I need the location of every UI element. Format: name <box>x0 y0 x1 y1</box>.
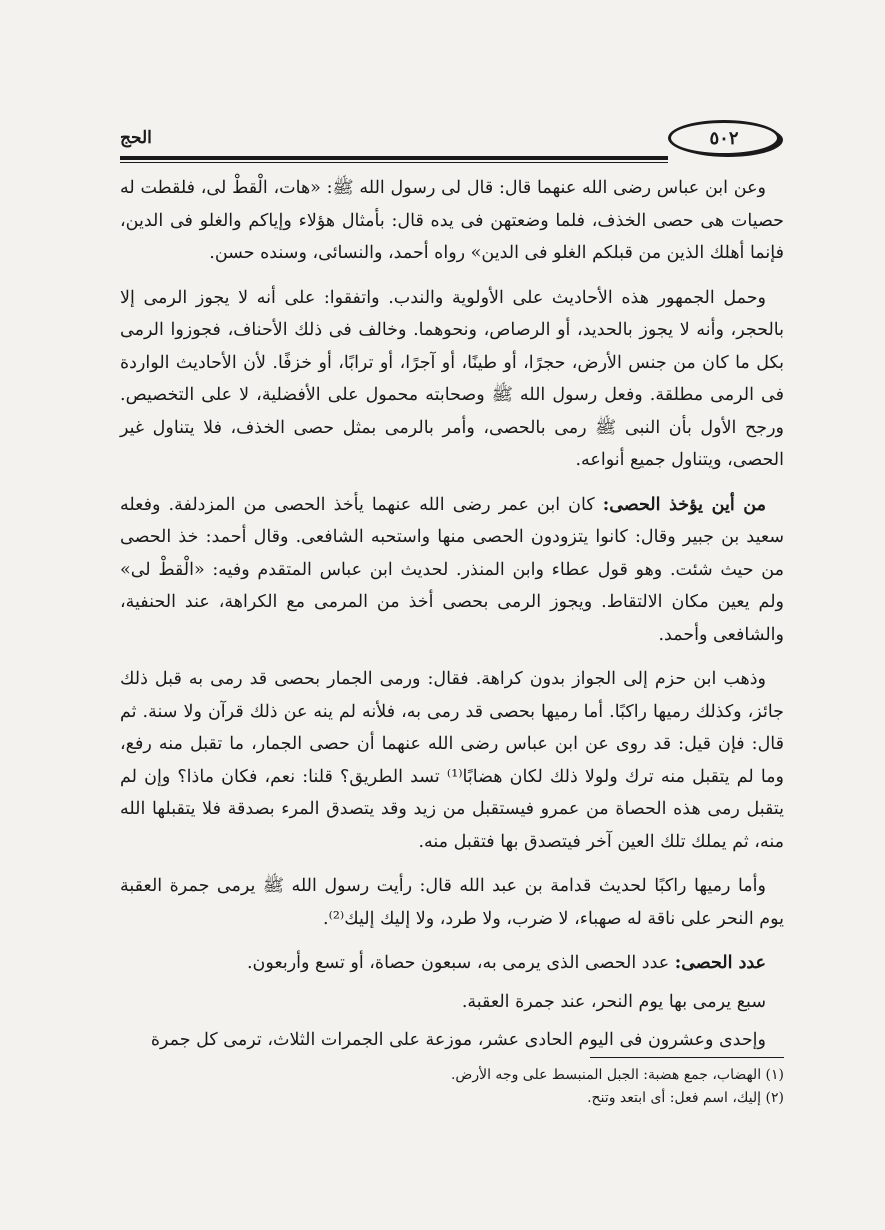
page-number-badge <box>668 120 780 156</box>
footnote-rule <box>590 1057 784 1058</box>
footnote: (١) الهضاب، جمع هضبة: الجبل المنبسط على وجه الأرض. <box>450 1067 784 1083</box>
body-text <box>120 172 784 1069</box>
paragraph-heading: عدد الحصى: <box>674 953 766 973</box>
paragraph <box>120 1024 784 1057</box>
paragraph <box>120 282 784 477</box>
running-title: الحج <box>120 128 152 148</box>
paragraph-text: كان ابن عمر رضى الله عنهما يأخذ الحصى من المزدلفة. وفعله سعيد بن جبير وقال: كانوا يتزودون الحصى منها واستحبه الشافعى. وقال أحمد: خذ الحصى من حيث شئت. وهو قول عطاء وابن المنذر. لحديث ابن عباس المتقدم وفيه: «الْقطْ لى» ولم يعين مكان الالتقاط. ويجوز الرمى بحصى أخذ من المرمى مع الكراهة، عند الحنفية، والشافعى وأحمد. <box>120 494 784 645</box>
paragraph <box>120 870 784 935</box>
page-number: ٥٠٢ <box>709 127 739 149</box>
paragraph <box>120 663 784 858</box>
paragraph <box>120 489 784 652</box>
paragraph-text: سبع يرمى بها يوم النحر، عند جمرة العقبة. <box>461 991 766 1012</box>
page-header <box>120 118 784 164</box>
paragraph-text: وإحدى وعشرون فى اليوم الحادى عشر، موزعة على الجمرات الثلاث، ترمى كل جمرة <box>150 1030 766 1050</box>
paragraph <box>120 172 784 270</box>
header-rule <box>120 156 668 160</box>
paragraph-heading: من أين يؤخذ الحصى: <box>602 494 767 515</box>
paragraph <box>120 947 784 980</box>
paragraph-text: وعن ابن عباس رضى الله عنهما قال: قال لى رسول الله ﷺ: «هات، الْقطْ لى، فلقطت له حصيات هى حصى الخذف، فلما وضعتهن فى يده قال: بأمثال هؤلاء وإياكم والغلو فى الدين، فإنما أهلك الذين من قبلكم الغلو فى الدين» رواه أحمد، والنسائى، وسنده حسن. <box>120 178 784 263</box>
footnotes <box>120 1064 784 1110</box>
paragraph-text: عدد الحصى الذى يرمى به، سبعون حصاة، أو تسع وأربعون. <box>246 953 675 973</box>
paragraph-text: وذهب ابن حزم إلى الجواز بدون كراهة. فقال: ورمى الجمار بحصى قد رمى به قبل ذلك جائز، وكذلك رميها راكبًا. أما رميها بحصى قد رمى به، فلأنه لم ينه عن ذلك قرآن ولا سنة. ثم قال: فإن قيل: قد روى عن ابن عباس رضى الله عنهما أن حصى الجمار، ما تقبل منه رفع، وما لم يتقبل منه ترك ولولا ذلك لكان هضابًا⁽¹⁾ تسد الطريق؟ قلنا: نعم، فكان ماذا؟ وإن لم يتقبل رمى هذه الحصاة من عمرو فيستقبل من زيد وقد يتصدق المرء بصدقة فلا يتقبلها الله منه، ثم يملك تلك العين آخر فيتصدق بها فتقبل منه. <box>120 669 784 852</box>
footnote: (٢) إليك، اسم فعل: أى ابتعد وتنح. <box>587 1090 784 1106</box>
header-rule-thin <box>120 162 668 163</box>
paragraph-text: وأما رميها راكبًا لحديث قدامة بن عبد الله قال: رأيت رسول الله ﷺ يرمى جمرة العقبة يوم النحر على ناقة له صهباء، لا ضرب، ولا طرد، ولا إليك إليك⁽²⁾. <box>120 876 784 929</box>
paragraph <box>120 986 784 1019</box>
paragraph-text: وحمل الجمهور هذه الأحاديث على الأولوية والندب. واتفقوا: على أنه لا يجوز الرمى إلا بالحجر، وأنه لا يجوز بالحديد، أو الرصاص، ونحوهما. وخالف فى ذلك الأحناف، فجوزوا الرمى بكل ما كان من جنس الأرض، حجرًا، أو طينًا، أو آجرًا، أو ترابًا، أو خزفًا. لأن الأحاديث الواردة فى الرمى مطلقة. وفعل رسول الله ﷺ وصحابته محمول على الأفضلية، لا على التخصيص. ورجح الأول بأن النبى ﷺ رمى بالحصى، وأمر بالرمى بمثل حصى الخذف، فلا يتناول غير الحصى، ويتناول جميع أنواعه. <box>120 287 784 470</box>
